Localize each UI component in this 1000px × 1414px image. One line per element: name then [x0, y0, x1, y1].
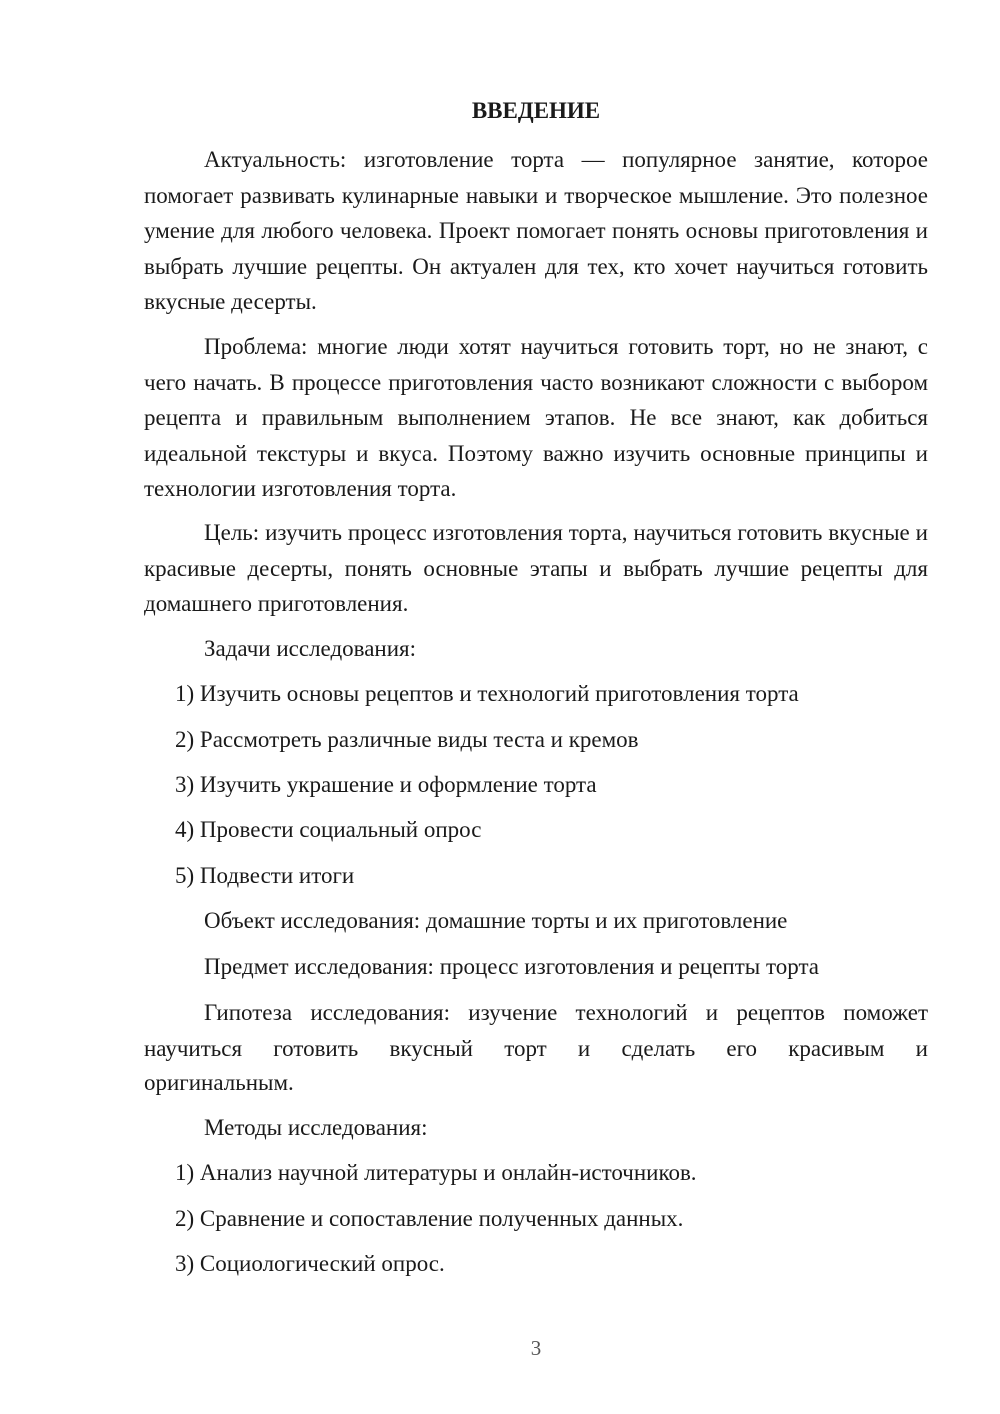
relevance-paragraph: Актуальность: изготовление торта — популярное занятие, которое помогает развивать кулинарные навыки и творческое мышление. Это полезное умение для любого человека. Проект помогает понять основы приготовления и выбрать лучшие рецепты. Он актуален для тех, кто хочет научиться готовить вкусные десерты.	[144, 147, 928, 314]
goal-paragraph: Цель: изучить процесс изготовления торта, научиться готовить вкусные и красивые десерты, понять основные этапы и выбрать лучшие рецепты для домашнего приготовления.	[144, 520, 928, 616]
task-item-1: 1) Изучить основы рецептов и технологий приготовления торта	[175, 681, 799, 706]
research-object: Объект исследования: домашние торты и их приготовление	[204, 908, 788, 933]
methods-heading: Методы исследования:	[204, 1115, 428, 1140]
method-item-2: 2) Сравнение и сопоставление полученных данных.	[175, 1206, 684, 1231]
hypothesis-paragraph-end: оригинальным.	[144, 1070, 294, 1095]
method-item-1: 1) Анализ научной литературы и онлайн-источников.	[175, 1160, 697, 1185]
tasks-heading: Задачи исследования:	[204, 636, 417, 661]
page-title: ВВЕДЕНИЕ	[471, 98, 601, 123]
page-number: 3	[530, 1336, 542, 1360]
task-item-2: 2) Рассмотреть различные виды теста и кремов	[175, 727, 639, 752]
research-subject: Предмет исследования: процесс изготовления и рецепты торта	[204, 954, 819, 979]
hypothesis-paragraph: Гипотеза исследования: изучение технологий и рецептов поможет научиться готовить вкусный торт и сделать его красивым и	[144, 1000, 928, 1061]
problem-paragraph: Проблема: многие люди хотят научиться готовить торт, но не знают, с чего начать. В процессе приготовления часто возникают сложности с выбором рецепта и правильным выполнением этапов. Не все знают, как добиться идеальной текстуры и вкуса. Поэтому важно изучить основные принципы и технологии изготовления торта.	[144, 334, 928, 501]
method-item-3: 3) Социологический опрос.	[175, 1251, 445, 1276]
task-item-5: 5) Подвести итоги	[175, 863, 355, 888]
task-item-4: 4) Провести социальный опрос	[175, 817, 482, 842]
task-item-3: 3) Изучить украшение и оформление торта	[175, 772, 597, 797]
